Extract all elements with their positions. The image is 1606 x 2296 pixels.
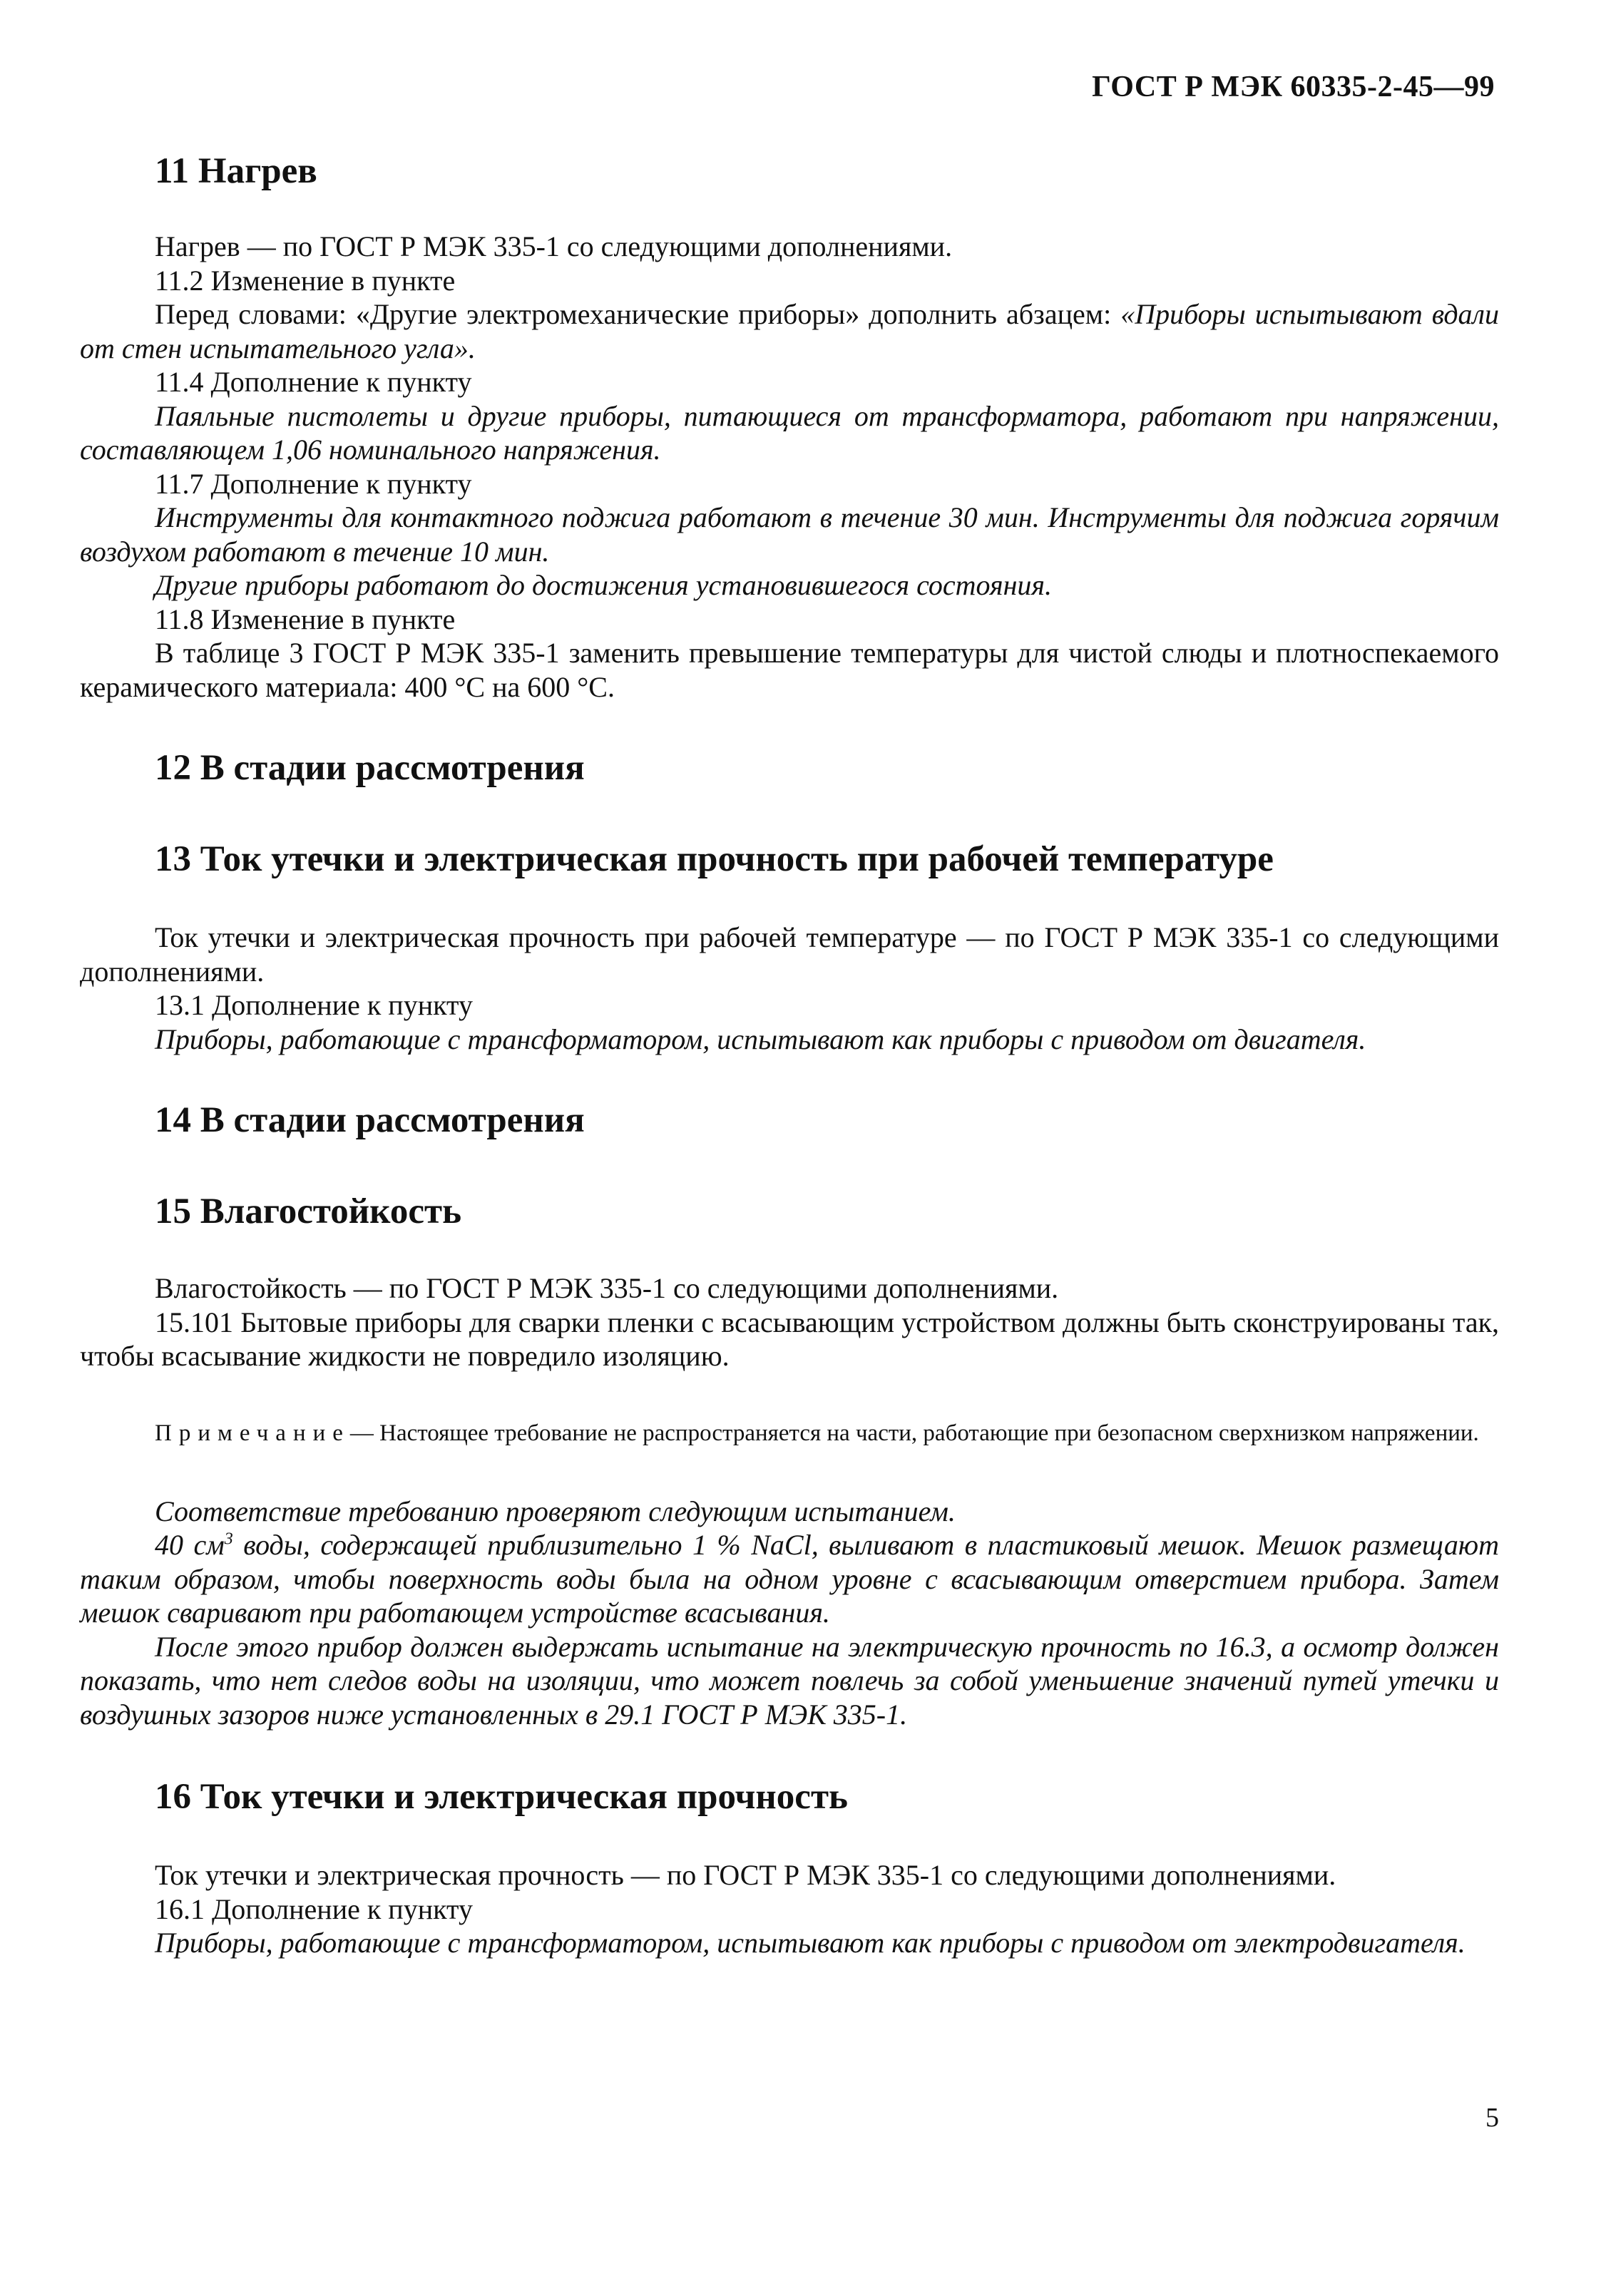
note bbox=[80, 1418, 1499, 1449]
test-result: После этого прибор должен выдержать испытание на электрическую прочность по 16.3, а осмотр должен показать, что нет следов воды на изоляции, что может повлечь за собой уменьшение значений путей утечки и воздушных зазоров ниже установленных в 29.1 ГОСТ Р МЭК 335-1. bbox=[80, 1630, 1499, 1731]
section-15-paragraph: Влагостойкость — по ГОСТ Р МЭК 335-1 со следующими дополнениями. bbox=[155, 1272, 1059, 1304]
clause-11-7-text-2: Другие приборы работают до достижения установившегося состояния. bbox=[155, 569, 1053, 601]
test-procedure bbox=[80, 1528, 1499, 1630]
section-14-heading: 14 В стадии рассмотрения bbox=[155, 1100, 585, 1140]
clause-11-7: 11.7 Дополнение к пункту bbox=[155, 467, 472, 500]
note-label: Примечание bbox=[155, 1420, 350, 1446]
document-code-header: ГОСТ Р МЭК 60335-2-45—99 bbox=[1092, 71, 1495, 103]
clause-11-8-text: В таблице 3 ГОСТ Р МЭК 335-1 заменить превышение температуры для чистой слюды и плотноспекаемого керамического материала: 400 °С на 600 °С. bbox=[80, 637, 1499, 703]
clause-11-4: 11.4 Дополнение к пункту bbox=[155, 366, 472, 398]
clause-11-8: 11.8 Изменение в пункте bbox=[155, 603, 456, 635]
clause-13-1: 13.1 Дополнение к пункту bbox=[155, 989, 473, 1021]
clause-11-7-text: Инструменты для контактного поджига работают в течение 30 мин. Инструменты для поджига горячим воздухом работают в течение 10 мин. bbox=[80, 501, 1499, 568]
section-13-heading: 13 Ток утечки и электрическая прочность при рабочей температуре bbox=[155, 839, 1274, 879]
section-16-heading: 16 Ток утечки и электрическая прочность bbox=[155, 1777, 848, 1817]
section-12-heading: 12 В стадии рассмотрения bbox=[155, 748, 585, 788]
clause-11-2-text-italic: «Приборы испытывают вдали от стен испытательного угла». bbox=[80, 298, 1500, 364]
clause-13-1-text: Приборы, работающие с трансформатором, испытывают как приборы с приводом от двигателя. bbox=[155, 1023, 1366, 1055]
clause-16-1: 16.1 Дополнение к пункту bbox=[155, 1892, 473, 1925]
clause-11-4-text: Паяльные пистолеты и другие приборы, питающиеся от трансформатора, работают при напряжении, составляющем 1,06 номинального напряжения. bbox=[80, 399, 1499, 466]
section-15-heading: 15 Влагостойкость bbox=[155, 1191, 462, 1231]
compliance-statement: Соответствие требованию проверяют следующим испытанием. bbox=[155, 1495, 956, 1527]
clause-16-1-text: Приборы, работающие с трансформатором, испытывают как приборы с приводом от электродвигателя. bbox=[155, 1927, 1466, 1959]
section-13-paragraph: Ток утечки и электрическая прочность при рабочей температуре — по ГОСТ Р МЭК 335-1 со следующими дополнениями. bbox=[80, 921, 1499, 988]
note-text: — Настоящее требование не распространяется на части, работающие при безопасном сверхнизком напряжении. bbox=[349, 1420, 1479, 1446]
test-procedure-superscript: 3 bbox=[224, 1529, 233, 1549]
clause-11-2-text-regular: Перед словами: «Другие электромеханические приборы» дополнить абзацем: bbox=[155, 298, 1121, 330]
section-11-heading: 11 Нагрев bbox=[155, 151, 317, 191]
document-body bbox=[80, 150, 1499, 1960]
page-number: 5 bbox=[1485, 2103, 1499, 2133]
section-11-paragraph: Нагрев — по ГОСТ Р МЭК 335-1 со следующими дополнениями. bbox=[155, 230, 953, 262]
clause-11-2: 11.2 Изменение в пункте bbox=[155, 264, 456, 297]
section-16-paragraph: Ток утечки и электрическая прочность — по ГОСТ Р МЭК 335-1 со следующими дополнениями. bbox=[155, 1859, 1336, 1891]
test-procedure-volume: 40 см bbox=[155, 1529, 225, 1561]
clause-11-2-text bbox=[80, 297, 1499, 365]
test-procedure-text: воды, содержащей приблизительно 1 % NaCl, выливают в пластиковый мешок. Мешок размещают таким образом, чтобы поверхность воды была на одном уровне с всасывающим отверстием прибора. Затем мешок сваривают при работающем устройстве всасывания. bbox=[80, 1529, 1500, 1629]
clause-15-101: 15.101 Бытовые приборы для сварки пленки с всасывающим устройством должны быть сконструированы так, чтобы всасывание жидкости не повредило изоляцию. bbox=[80, 1306, 1499, 1372]
